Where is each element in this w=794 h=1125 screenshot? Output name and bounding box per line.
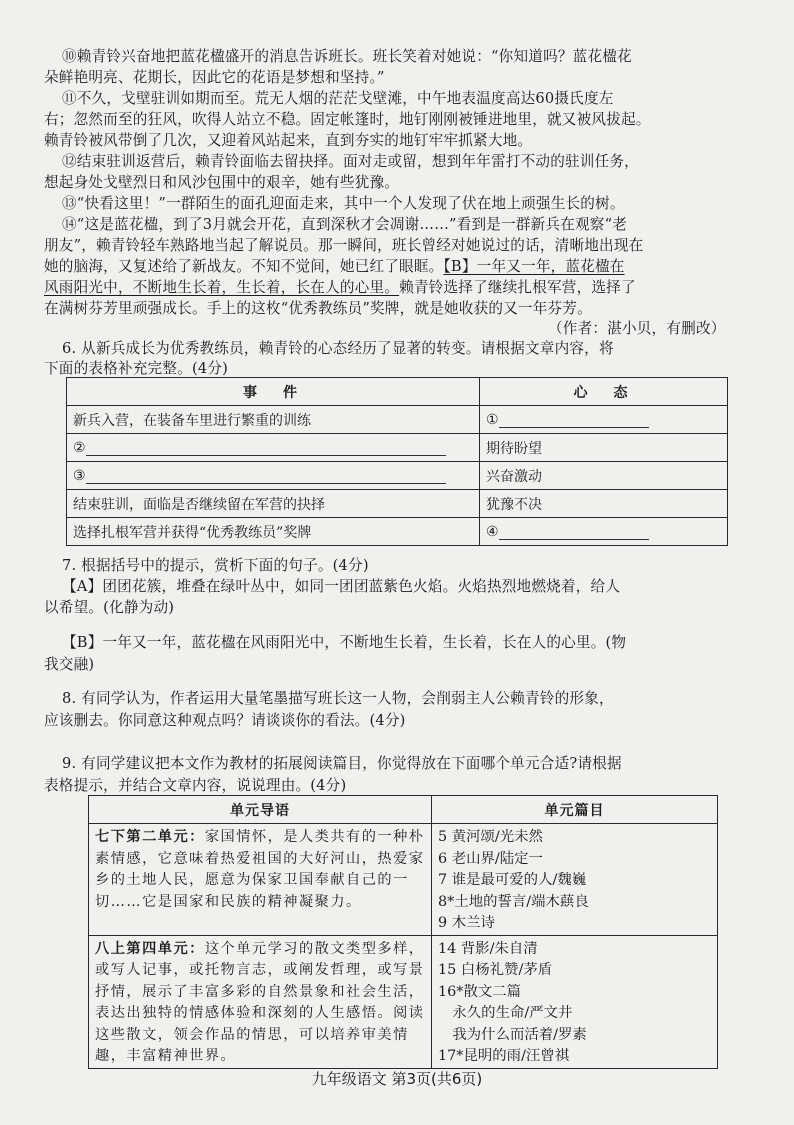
para-11-line-3: 赖青铃被风带倒了几次，又迎着风站起来，直到夯实的地钉牢牢抓紧大地。 (44, 132, 533, 149)
para-11-line-2: 右；忽然而至的狂风，吹得人站立不稳。固定帐篷时，地钉刚刚被锤进地里，就又被风拔起。 (44, 111, 651, 128)
q6-stem-line-2: 下面的表格补充完整。(4分) (44, 360, 229, 377)
q6-header-mood: 心 态 (480, 378, 728, 406)
q6-mood-5-label: ④ (486, 524, 499, 540)
para-14-line-4-rest: 赖青铃选择了继续扎根军营，选择了 (399, 279, 636, 296)
table-row (89, 824, 718, 936)
lesson-item: 7 谁是最可爱的人/魏巍 (438, 872, 587, 888)
author-credit: （作者：湛小贝，有删改） (548, 320, 726, 337)
q9-stem-line-2: 表格提示，并结合文章内容，说说理由。(4分) (44, 777, 347, 794)
q9-stem-line-1: 9. 有同学建议把本文作为教材的拓展阅读篇目，你觉得放在下面哪个单元合适?请根据 (62, 755, 622, 772)
answer-blank-2[interactable] (86, 439, 446, 456)
unit-7-2-lessons (432, 824, 718, 936)
table-row (67, 434, 728, 462)
lesson-item: 17*昆明的雨/汪曾祺 (438, 1048, 570, 1064)
q9-header-lessons: 单元篇目 (432, 796, 718, 824)
para-11-line-1: ⑪不久，戈壁驻训如期而至。荒无人烟的茫茫戈壁滩，中午地表温度高达60摄氏度左 (62, 90, 614, 107)
q6-mood-4: 犹豫不决 (480, 490, 728, 518)
q6-event-4: 结束驻训，面临是否继续留在军营的抉择 (67, 490, 480, 518)
lesson-item: 6 老山界/陆定一 (438, 850, 543, 867)
table-row (67, 406, 728, 434)
q6-event-3-label: ③ (73, 468, 86, 484)
para-12-line-2: 想起身处戈壁烈日和风沙包围中的艰辛，她有些犹豫。 (44, 174, 400, 191)
unit-7-2-text: 家国情怀，是人类共有的一种朴素情感，它意味着热爱祖国的大好河山，热爱家乡的土地人民，愿意为保家卫国奉献自己的一切……它是国家和民族的精神凝聚力。 (95, 829, 425, 910)
q6-event-2-cell[interactable] (67, 434, 480, 462)
q9-header-guide: 单元导语 (89, 796, 432, 824)
table-row (67, 462, 728, 490)
answer-blank-3[interactable] (86, 467, 446, 484)
table-row (89, 935, 718, 1068)
para-14-line-4 (44, 277, 636, 298)
q7-stem: 7. 根据括号中的提示，赏析下面的句子。(4分) (62, 557, 369, 574)
q6-header-event: 事 件 (67, 378, 480, 406)
q6-mood-3: 兴奋激动 (480, 462, 728, 490)
q6-mood-1-label: ① (486, 412, 499, 428)
q7-b-line-2: 我交融) (44, 656, 95, 673)
q6-mood-5-cell[interactable] (480, 518, 728, 546)
lesson-item: 9 木兰诗 (438, 915, 495, 931)
para-14-line-5: 在满树芬芳里顽强成长。手上的这枚“优秀教练员”奖牌，就是她收获的又一年芬芳。 (44, 300, 592, 317)
q6-mood-1-cell[interactable] (480, 406, 728, 434)
para-14-line-1: ⑭“这是蓝花楹，到了3月就会开花，直到深秋才会凋谢……”看到是一群新兵在观察“老 (62, 216, 628, 233)
q7-b-line-1: 【B】一年又一年，蓝花楹在风雨阳光中，不断地生长着，生长着，长在人的心里。(物 (62, 634, 627, 651)
q6-event-5: 选择扎根军营并获得“优秀教练员”奖牌 (67, 518, 480, 546)
para-12-line-1: ⑫结束驻训返营后，赖青铃面临去留抉择。面对走或留，想到年年雷打不动的驻训任务， (62, 153, 639, 170)
q6-mood-2: 期待盼望 (480, 434, 728, 462)
para-13-line: ⑬“快看这里！”一群陌生的面孔迎面走来，其中一个人发现了伏在地上顽强生长的树。 (62, 195, 625, 212)
q9-table (88, 795, 718, 1069)
q7-a-line-1: 【A】团团花簇，堆叠在绿叶丛中，如同一团团蓝紫色火焰。火焰热烈地燃烧着，给人 (62, 578, 621, 595)
q8-stem-line-2: 应该删去。你同意这种观点吗？请谈谈你的看法。(4分) (44, 712, 406, 729)
para-14-line-2: 朋友”，赖青铃轻车熟路地当起了解说员。那一瞬间，班长曾经对她说过的话，清晰地出现在 (44, 237, 644, 254)
lesson-item: 14 背影/朱自清 (438, 940, 538, 957)
unit-7-2-guide (89, 824, 432, 936)
lesson-item: 16*散文二篇 (438, 983, 522, 1000)
para-14-line-3-text: 她的脑海，又复述给了新战友。不知不觉间，她已红了眼眶。 (44, 258, 444, 275)
table-row (67, 518, 728, 546)
q6-table (66, 377, 728, 546)
answer-blank-4[interactable] (499, 523, 649, 540)
para-14-line-3 (44, 256, 625, 277)
table-row (67, 490, 728, 518)
lesson-item: 15 白杨礼赞/茅盾 (438, 962, 553, 978)
unit-8-4-name: 八上第四单元： (95, 940, 205, 957)
answer-blank-1[interactable] (499, 411, 649, 428)
unit-8-4-lessons (432, 935, 718, 1068)
para-10-line-1: ⑩赖青铃兴奋地把蓝花楹盛开的消息告诉班长。班长笑着对她说：“你知道吗？蓝花楹花 (62, 48, 632, 65)
unit-8-4-text: 这个单元学习的散文类型多样，或写人记事，或托物言志，或阐发哲理，或写景抒情，展示了丰富多彩的自然景象和社会生活，表达出独特的情感体验和深刻的人生感悟。阅读这些散文，领会作品的情思，可以培养审美情趣，丰富精神世界。 (95, 940, 425, 1064)
q7-a-line-2: 以希望。(化静为动) (44, 599, 175, 616)
sentence-b-underline-1: 【B】一年又一年，蓝花楹在 (443, 258, 625, 275)
q6-event-2-label: ② (73, 440, 86, 456)
unit-7-2-name: 七下第二单元： (95, 829, 205, 845)
lesson-item: 5 黄河颂/光未然 (438, 829, 543, 845)
page-footer: 九年级语文 第3页(共6页) (311, 1070, 483, 1088)
sentence-b-underline-2: 风雨阳光中，不断地生长着，生长着，长在人的心里。 (44, 279, 400, 296)
q8-stem-line-1: 8. 有同学认为，作者运用大量笔墨描写班长这一人物，会削弱主人公赖青铃的形象， (62, 690, 614, 707)
lesson-item: 永久的生命/严文井 (438, 1005, 573, 1021)
q6-event-1: 新兵入营，在装备车里进行繁重的训练 (67, 406, 480, 434)
q6-event-3-cell[interactable] (67, 462, 480, 490)
lesson-item: 我为什么而活着/罗素 (438, 1026, 587, 1043)
para-10-line-2: 朵鲜艳明亮、花期长，因此它的花语是梦想和坚持。” (44, 69, 385, 86)
unit-8-4-guide (89, 935, 432, 1068)
lesson-item: 8*土地的誓言/端木蕻良 (438, 893, 589, 910)
q6-stem-line-1: 6. 从新兵成长为优秀教练员，赖青铃的心态经历了显著的转变。请根据文章内容，将 (62, 340, 614, 357)
